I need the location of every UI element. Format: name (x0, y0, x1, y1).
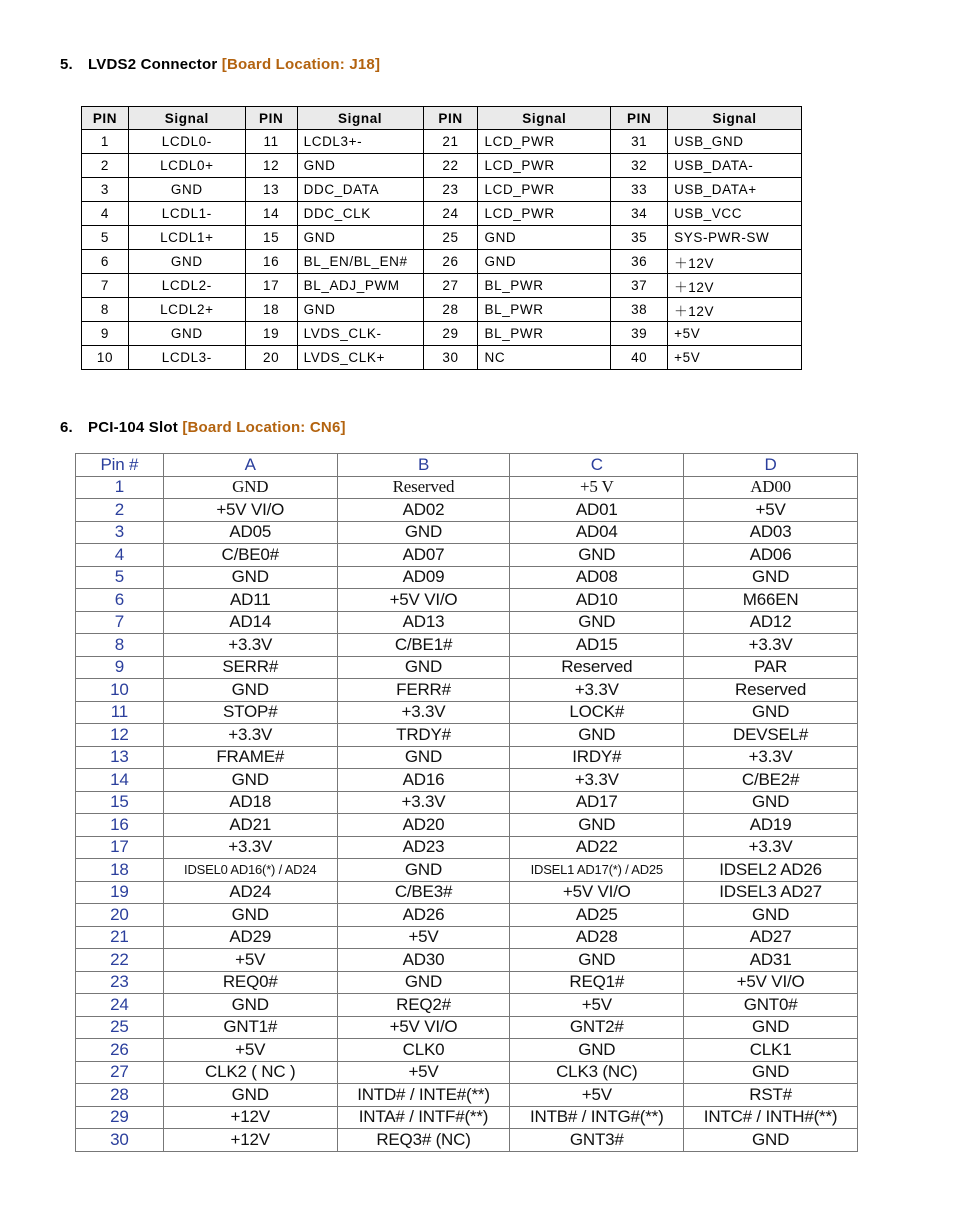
signal-cell: DEVSEL# (684, 724, 858, 747)
signal-cell: USB_GND (668, 130, 802, 154)
signal-cell: +5V VI/O (163, 499, 337, 522)
table-row (76, 859, 858, 882)
pin-number-cell: 20 (76, 904, 164, 927)
table-row (82, 274, 802, 298)
signal-cell: GND (684, 566, 858, 589)
signal-cell: GND (510, 544, 684, 567)
signal-cell: +3.3V (510, 769, 684, 792)
pin-number-cell: 2 (76, 499, 164, 522)
signal-cell: AD25 (510, 904, 684, 927)
signal-cell: GND (163, 994, 337, 1017)
pin-number-cell: 23 (76, 971, 164, 994)
pin-number-cell: 3 (76, 521, 164, 544)
signal-cell: AD10 (510, 589, 684, 612)
signal-cell: BL_ADJ_PWM (297, 274, 423, 298)
table-row (76, 611, 858, 634)
signal-cell: AD01 (510, 499, 684, 522)
signal-cell: AD23 (337, 836, 510, 859)
pin-number-cell: 17 (245, 274, 297, 298)
pin-number-cell: 35 (611, 226, 668, 250)
pin-column-header: PIN (82, 107, 129, 130)
table-row (76, 499, 858, 522)
board-location: [Board Location: CN6] (182, 419, 346, 436)
signal-cell: GND (684, 1061, 858, 1084)
pin-number-cell: 27 (76, 1061, 164, 1084)
signal-cell: GNT0# (684, 994, 858, 1017)
signal-cell: GNT1# (163, 1016, 337, 1039)
table-row (76, 791, 858, 814)
signal-cell: INTB# / INTG#(**) (510, 1106, 684, 1129)
signal-cell: +12V (163, 1129, 337, 1152)
table-row (76, 769, 858, 792)
pin-number-cell: 15 (245, 226, 297, 250)
signal-cell: GND (684, 791, 858, 814)
signal-cell: STOP# (163, 701, 337, 724)
pin-number-cell: 18 (76, 859, 164, 882)
signal-cell: +3.3V (510, 679, 684, 702)
signal-cell: REQ3# (NC) (337, 1129, 510, 1152)
signal-cell: +3.3V (337, 701, 510, 724)
pin-number-cell: 22 (423, 154, 478, 178)
signal-cell: CLK3 (NC) (510, 1061, 684, 1084)
table-row (82, 346, 802, 370)
signal-cell: GND (684, 1016, 858, 1039)
signal-cell: GND (128, 250, 245, 274)
signal-cell: AD00 (684, 476, 858, 499)
row-column-header: C (510, 454, 684, 477)
pin-number-cell: 3 (82, 178, 129, 202)
pin-number-cell: 30 (423, 346, 478, 370)
signal-cell: REQ0# (163, 971, 337, 994)
section-title: LVDS2 Connector (88, 56, 218, 73)
lvds2-section-heading (60, 56, 380, 73)
table-row (76, 476, 858, 499)
signal-cell: AD08 (510, 566, 684, 589)
pci104-header-row (76, 454, 858, 477)
signal-cell: GNT2# (510, 1016, 684, 1039)
signal-cell: GND (163, 679, 337, 702)
table-row (76, 949, 858, 972)
pin-number-cell: 7 (76, 611, 164, 634)
signal-cell: FERR# (337, 679, 510, 702)
signal-cell: +5V VI/O (337, 589, 510, 612)
pin-number-cell: 22 (76, 949, 164, 972)
signal-cell: GND (478, 226, 611, 250)
signal-cell: GND (337, 656, 510, 679)
signal-cell: +5 V (510, 476, 684, 499)
table-row (76, 589, 858, 612)
signal-cell: GND (163, 476, 337, 499)
signal-cell: +5V VI/O (510, 881, 684, 904)
pin-column-header: Pin # (76, 454, 164, 477)
pin-number-cell: 36 (611, 250, 668, 274)
signal-cell: GND (163, 566, 337, 589)
pin-number-cell: 1 (82, 130, 129, 154)
signal-cell: AD31 (684, 949, 858, 972)
signal-cell: USB_DATA- (668, 154, 802, 178)
pin-number-cell: 30 (76, 1129, 164, 1152)
signal-cell: AD19 (684, 814, 858, 837)
pin-number-cell: 4 (76, 544, 164, 567)
pin-column-header: PIN (423, 107, 478, 130)
signal-cell: LVDS_CLK+ (297, 346, 423, 370)
signal-cell: LCDL0+ (128, 154, 245, 178)
signal-cell: LCDL1+ (128, 226, 245, 250)
pin-number-cell: 19 (76, 881, 164, 904)
pin-number-cell: 24 (423, 202, 478, 226)
pin-number-cell: 2 (82, 154, 129, 178)
pin-number-cell: 6 (82, 250, 129, 274)
table-row (76, 1061, 858, 1084)
signal-cell: LCDL2+ (128, 298, 245, 322)
table-row (76, 1084, 858, 1107)
signal-cell: BL_PWR (478, 322, 611, 346)
signal-cell: ＋12V (668, 274, 802, 298)
signal-cell: +3.3V (684, 634, 858, 657)
signal-cell: GND (297, 154, 423, 178)
pin-column-header: PIN (245, 107, 297, 130)
signal-cell: INTA# / INTF#(**) (337, 1106, 510, 1129)
signal-column-header: Signal (297, 107, 423, 130)
signal-cell: +3.3V (684, 746, 858, 769)
signal-cell: LCDL2- (128, 274, 245, 298)
signal-cell: LVDS_CLK- (297, 322, 423, 346)
signal-cell: GND (337, 746, 510, 769)
table-row (82, 130, 802, 154)
table-row (76, 1016, 858, 1039)
table-row (76, 746, 858, 769)
signal-cell: REQ1# (510, 971, 684, 994)
table-row (76, 566, 858, 589)
signal-cell: IRDY# (510, 746, 684, 769)
signal-cell: NC (478, 346, 611, 370)
pci104-pin-table (75, 453, 858, 1152)
signal-cell: DDC_CLK (297, 202, 423, 226)
signal-cell: C/BE3# (337, 881, 510, 904)
pin-number-cell: 5 (76, 566, 164, 589)
signal-cell: GND (510, 611, 684, 634)
table-row (76, 701, 858, 724)
pin-number-cell: 15 (76, 791, 164, 814)
lvds2-pin-table (81, 106, 802, 370)
signal-cell: +5V (163, 949, 337, 972)
signal-cell: +5V (668, 322, 802, 346)
signal-cell: AD07 (337, 544, 510, 567)
signal-cell: GND (684, 904, 858, 927)
signal-cell: GND (128, 322, 245, 346)
table-row (76, 1129, 858, 1152)
pin-number-cell: 4 (82, 202, 129, 226)
signal-cell: IDSEL3 AD27 (684, 881, 858, 904)
signal-cell: ＋12V (668, 250, 802, 274)
table-row (76, 521, 858, 544)
pin-number-cell: 11 (76, 701, 164, 724)
signal-cell: INTC# / INTH#(**) (684, 1106, 858, 1129)
table-row (76, 1039, 858, 1062)
pin-number-cell: 18 (245, 298, 297, 322)
signal-cell: AD21 (163, 814, 337, 837)
table-row (76, 724, 858, 747)
signal-cell: TRDY# (337, 724, 510, 747)
section-number: 6. (60, 419, 73, 436)
signal-cell: +3.3V (163, 724, 337, 747)
signal-cell: BL_PWR (478, 298, 611, 322)
signal-cell: AD29 (163, 926, 337, 949)
pin-number-cell: 29 (423, 322, 478, 346)
signal-cell: LCD_PWR (478, 130, 611, 154)
signal-cell: +5V (510, 1084, 684, 1107)
signal-cell: AD11 (163, 589, 337, 612)
signal-cell: +5V (163, 1039, 337, 1062)
signal-cell: Reserved (337, 476, 510, 499)
signal-cell: AD05 (163, 521, 337, 544)
pin-number-cell: 28 (423, 298, 478, 322)
signal-cell: CLK1 (684, 1039, 858, 1062)
row-column-header: D (684, 454, 858, 477)
signal-cell: AD09 (337, 566, 510, 589)
signal-cell: +5V (668, 346, 802, 370)
pin-number-cell: 24 (76, 994, 164, 1017)
table-row (76, 544, 858, 567)
signal-cell: REQ2# (337, 994, 510, 1017)
table-row (76, 814, 858, 837)
signal-cell: LCD_PWR (478, 178, 611, 202)
pin-number-cell: 20 (245, 346, 297, 370)
signal-cell: FRAME# (163, 746, 337, 769)
section-number: 5. (60, 56, 73, 73)
signal-cell: AD17 (510, 791, 684, 814)
pin-number-cell: 40 (611, 346, 668, 370)
pin-number-cell: 16 (76, 814, 164, 837)
pin-number-cell: 1 (76, 476, 164, 499)
pin-number-cell: 34 (611, 202, 668, 226)
pin-number-cell: 12 (245, 154, 297, 178)
signal-cell: SERR# (163, 656, 337, 679)
table-row (82, 178, 802, 202)
signal-cell: +3.3V (163, 836, 337, 859)
signal-cell: AD22 (510, 836, 684, 859)
signal-cell: BL_PWR (478, 274, 611, 298)
table-row (76, 926, 858, 949)
pin-number-cell: 38 (611, 298, 668, 322)
signal-cell: GND (684, 1129, 858, 1152)
signal-cell: AD14 (163, 611, 337, 634)
signal-cell: AD18 (163, 791, 337, 814)
signal-cell: AD06 (684, 544, 858, 567)
signal-cell: AD03 (684, 521, 858, 544)
section-title: PCI-104 Slot (88, 419, 178, 436)
pin-number-cell: 37 (611, 274, 668, 298)
pin-number-cell: 14 (76, 769, 164, 792)
pin-number-cell: 25 (423, 226, 478, 250)
signal-cell: Reserved (510, 656, 684, 679)
pin-column-header: PIN (611, 107, 668, 130)
pin-number-cell: 10 (82, 346, 129, 370)
table-row (76, 679, 858, 702)
table-row (82, 250, 802, 274)
signal-cell: CLK2 ( NC ) (163, 1061, 337, 1084)
pin-number-cell: 13 (76, 746, 164, 769)
signal-cell: +3.3V (163, 634, 337, 657)
pin-number-cell: 19 (245, 322, 297, 346)
signal-cell: +5V (337, 1061, 510, 1084)
pin-number-cell: 5 (82, 226, 129, 250)
signal-cell: +5V (684, 499, 858, 522)
signal-cell: C/BE2# (684, 769, 858, 792)
pin-number-cell: 9 (76, 656, 164, 679)
pin-number-cell: 9 (82, 322, 129, 346)
pin-number-cell: 33 (611, 178, 668, 202)
signal-cell: BL_EN/BL_EN# (297, 250, 423, 274)
signal-cell: LCDL3- (128, 346, 245, 370)
pin-number-cell: 32 (611, 154, 668, 178)
signal-cell: GND (163, 769, 337, 792)
signal-cell: GND (510, 724, 684, 747)
table-row (76, 881, 858, 904)
signal-cell: LCD_PWR (478, 202, 611, 226)
signal-cell: AD27 (684, 926, 858, 949)
signal-cell: GND (510, 949, 684, 972)
signal-cell: AD26 (337, 904, 510, 927)
lvds2-header-row (82, 107, 802, 130)
signal-cell: ＋12V (668, 298, 802, 322)
table-row (76, 634, 858, 657)
signal-cell: +12V (163, 1106, 337, 1129)
table-row (82, 154, 802, 178)
signal-cell: INTD# / INTE#(**) (337, 1084, 510, 1107)
signal-cell: +5V VI/O (684, 971, 858, 994)
signal-cell: GND (297, 226, 423, 250)
signal-cell: +5V (510, 994, 684, 1017)
signal-cell: GND (510, 814, 684, 837)
signal-cell: RST# (684, 1084, 858, 1107)
signal-cell: M66EN (684, 589, 858, 612)
pin-number-cell: 27 (423, 274, 478, 298)
signal-cell: GND (337, 971, 510, 994)
signal-column-header: Signal (668, 107, 802, 130)
signal-cell: IDSEL0 AD16(*) / AD24 (163, 859, 337, 882)
table-row (76, 1106, 858, 1129)
pin-number-cell: 26 (423, 250, 478, 274)
signal-cell: +3.3V (337, 791, 510, 814)
pin-number-cell: 17 (76, 836, 164, 859)
pin-number-cell: 28 (76, 1084, 164, 1107)
signal-cell: USB_VCC (668, 202, 802, 226)
table-row (82, 298, 802, 322)
signal-cell: LCD_PWR (478, 154, 611, 178)
signal-cell: +5V VI/O (337, 1016, 510, 1039)
signal-cell: GND (163, 1084, 337, 1107)
signal-cell: LCDL3+- (297, 130, 423, 154)
signal-cell: AD15 (510, 634, 684, 657)
row-column-header: A (163, 454, 337, 477)
pin-number-cell: 31 (611, 130, 668, 154)
signal-cell: PAR (684, 656, 858, 679)
signal-cell: GND (684, 701, 858, 724)
signal-column-header: Signal (128, 107, 245, 130)
signal-cell: AD20 (337, 814, 510, 837)
table-row (82, 322, 802, 346)
signal-cell: AD16 (337, 769, 510, 792)
signal-cell: GND (510, 1039, 684, 1062)
signal-cell: GND (163, 904, 337, 927)
signal-cell: GND (478, 250, 611, 274)
signal-cell: AD02 (337, 499, 510, 522)
pci104-section-heading (60, 419, 346, 436)
signal-cell: USB_DATA+ (668, 178, 802, 202)
signal-cell: SYS-PWR-SW (668, 226, 802, 250)
table-row (82, 202, 802, 226)
pin-number-cell: 25 (76, 1016, 164, 1039)
table-row (76, 994, 858, 1017)
signal-cell: GND (337, 859, 510, 882)
signal-cell: AD30 (337, 949, 510, 972)
signal-cell: +5V (337, 926, 510, 949)
signal-cell: GND (128, 178, 245, 202)
signal-cell: AD12 (684, 611, 858, 634)
table-row (76, 836, 858, 859)
signal-cell: LCDL1- (128, 202, 245, 226)
pin-number-cell: 8 (82, 298, 129, 322)
signal-cell: AD04 (510, 521, 684, 544)
signal-cell: Reserved (684, 679, 858, 702)
signal-cell: C/BE0# (163, 544, 337, 567)
table-row (76, 656, 858, 679)
signal-cell: GND (337, 521, 510, 544)
pin-number-cell: 26 (76, 1039, 164, 1062)
pin-number-cell: 10 (76, 679, 164, 702)
signal-cell: GND (297, 298, 423, 322)
signal-cell: AD13 (337, 611, 510, 634)
signal-cell: LCDL0- (128, 130, 245, 154)
pin-number-cell: 16 (245, 250, 297, 274)
signal-cell: AD24 (163, 881, 337, 904)
pin-number-cell: 21 (423, 130, 478, 154)
pin-number-cell: 11 (245, 130, 297, 154)
pin-number-cell: 29 (76, 1106, 164, 1129)
signal-cell: CLK0 (337, 1039, 510, 1062)
signal-cell: GNT3# (510, 1129, 684, 1152)
table-row (76, 971, 858, 994)
signal-cell: LOCK# (510, 701, 684, 724)
signal-column-header: Signal (478, 107, 611, 130)
signal-cell: +3.3V (684, 836, 858, 859)
signal-cell: DDC_DATA (297, 178, 423, 202)
pin-number-cell: 6 (76, 589, 164, 612)
signal-cell: AD28 (510, 926, 684, 949)
pin-number-cell: 7 (82, 274, 129, 298)
table-row (82, 226, 802, 250)
signal-cell: IDSEL2 AD26 (684, 859, 858, 882)
board-location: [Board Location: J18] (221, 56, 381, 73)
row-column-header: B (337, 454, 510, 477)
pin-number-cell: 13 (245, 178, 297, 202)
signal-cell: IDSEL1 AD17(*) / AD25 (510, 859, 684, 882)
pin-number-cell: 39 (611, 322, 668, 346)
pin-number-cell: 23 (423, 178, 478, 202)
signal-cell: C/BE1# (337, 634, 510, 657)
pin-number-cell: 12 (76, 724, 164, 747)
table-row (76, 904, 858, 927)
pin-number-cell: 8 (76, 634, 164, 657)
pin-number-cell: 21 (76, 926, 164, 949)
pin-number-cell: 14 (245, 202, 297, 226)
